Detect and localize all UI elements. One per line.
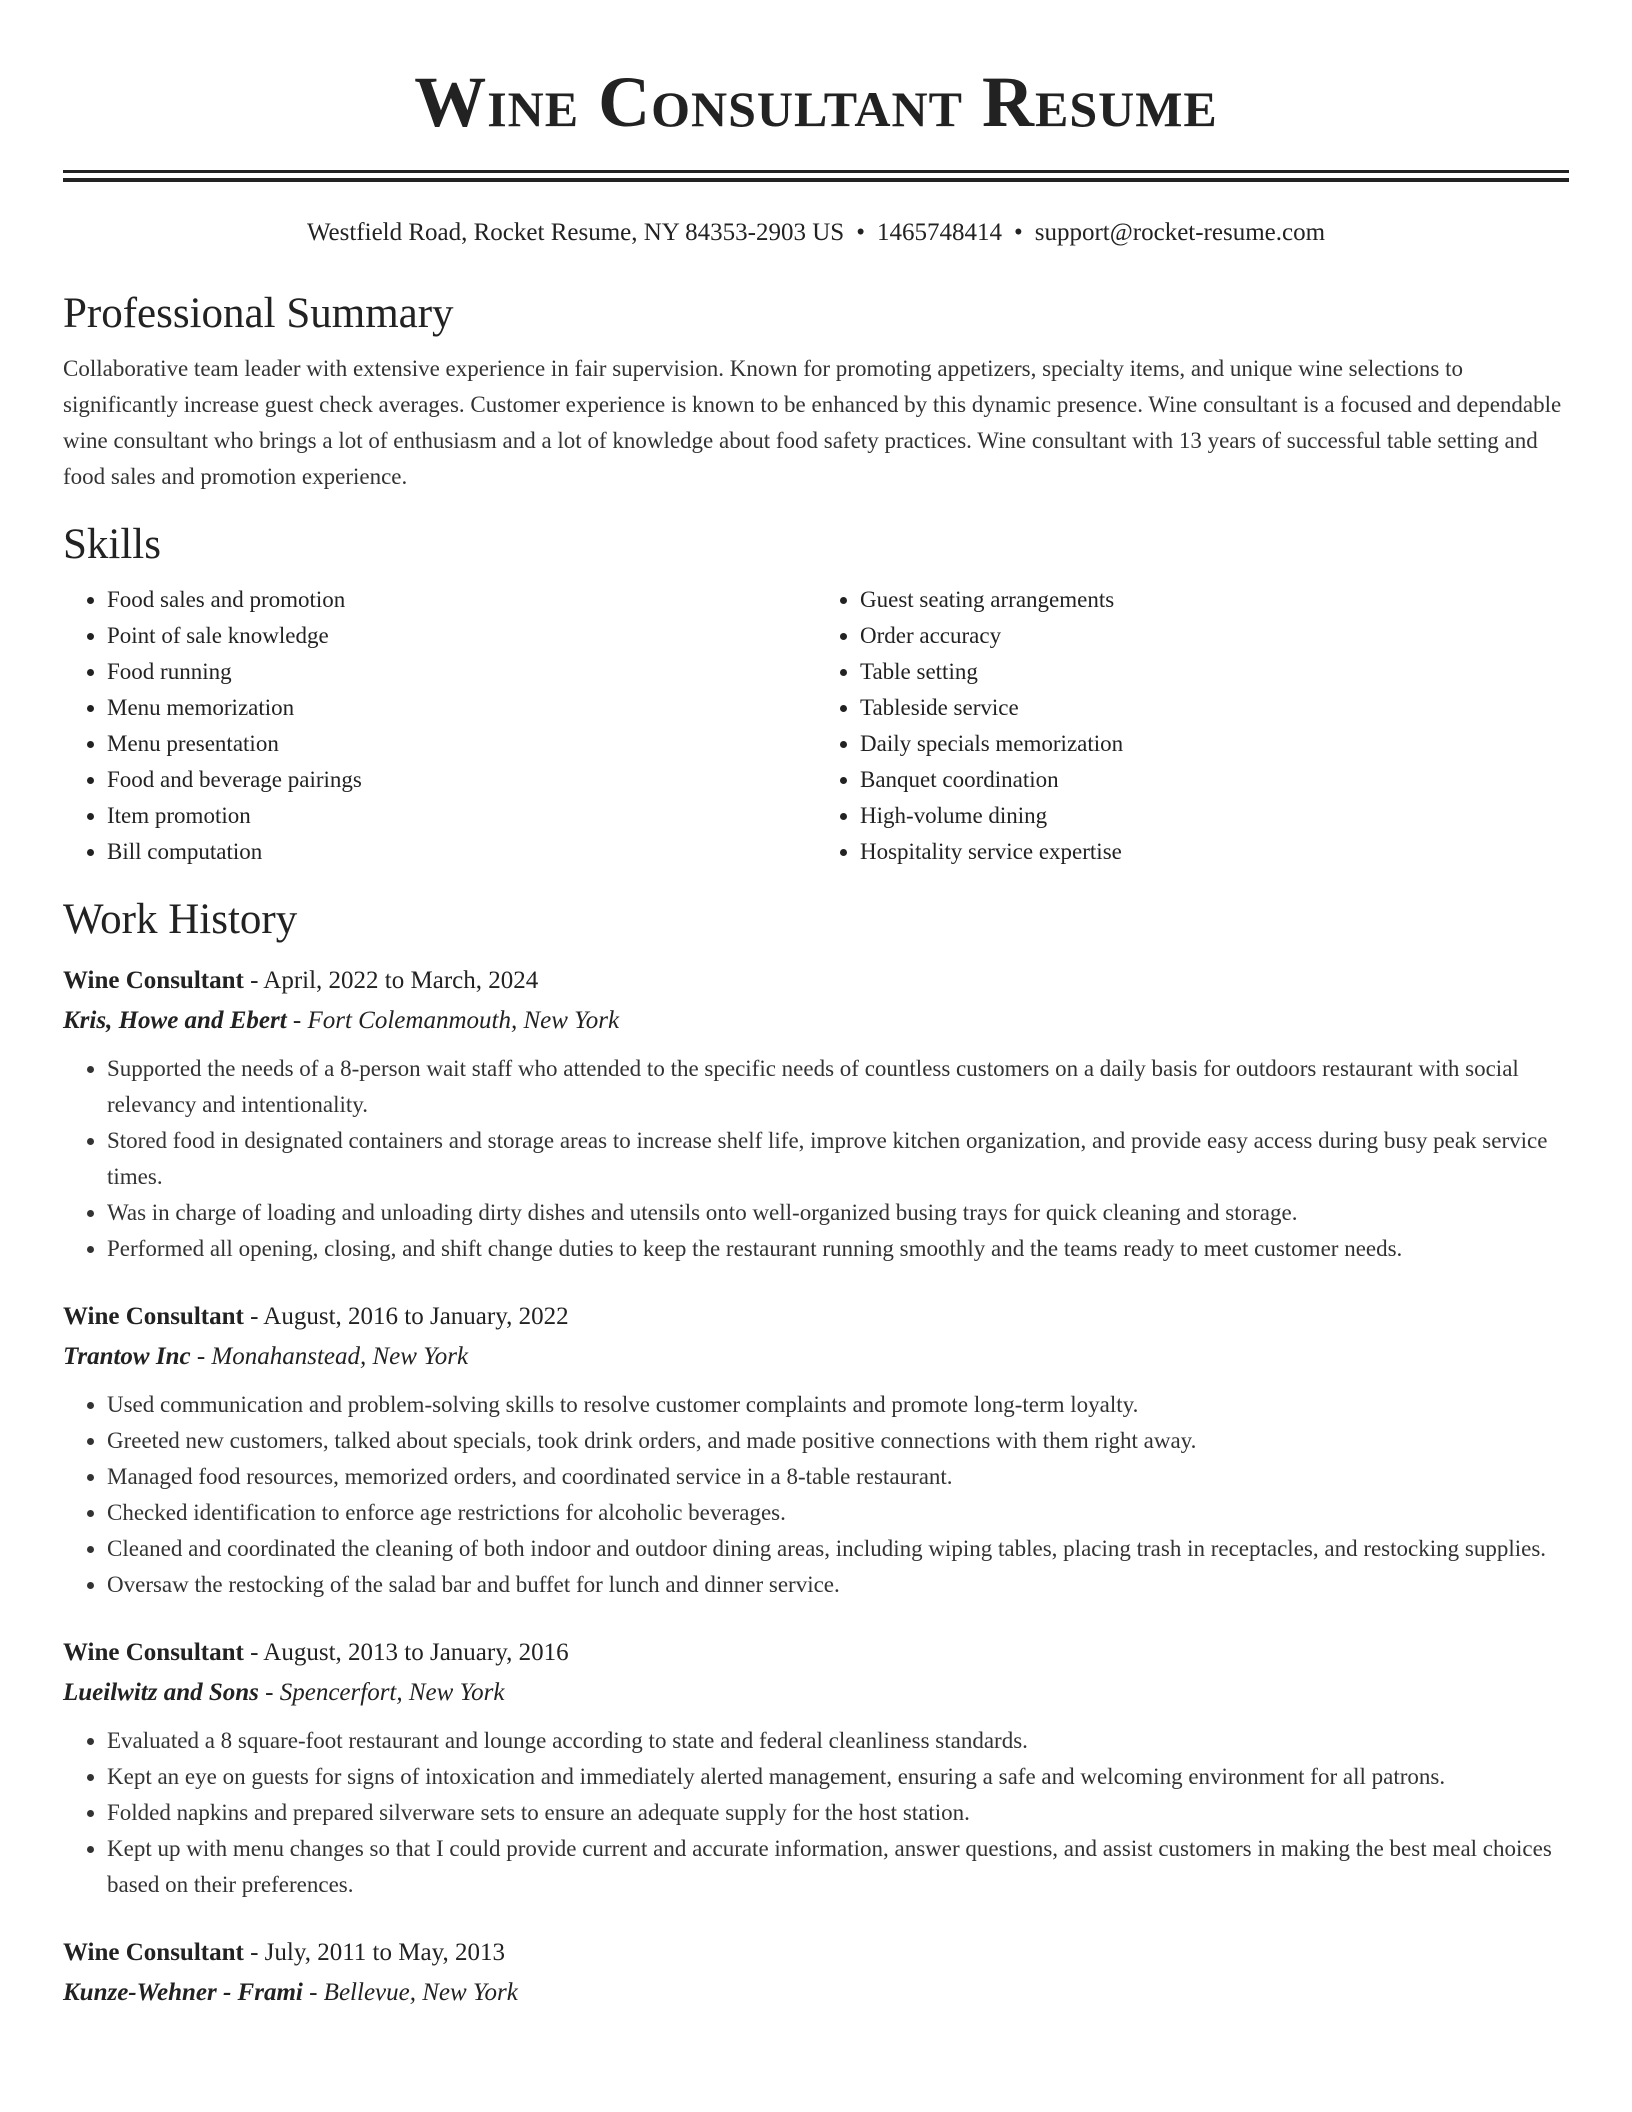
company-location: - Fort Colemanmouth, New York — [286, 1007, 620, 1034]
duty-item: • Was in charge of loading and unloading dirty dishes and utensils onto well-organized busing trays for quick cleaning and storage. — [107, 1195, 1569, 1231]
title-divider-bottom — [63, 178, 1569, 182]
job-entry — [63, 1297, 1569, 1603]
summary-heading: Professional Summary — [63, 290, 454, 337]
duty-item: • Stored food in designated containers and storage areas to increase shelf life, improve kitchen organization, and provide easy access during busy peak service times. — [107, 1123, 1569, 1195]
skill-item: • Food and beverage pairings — [107, 762, 816, 798]
duty-item: • Kept up with menu changes so that I could provide current and accurate information, answer questions, and assist customers in making the best meal choices based on their preferences. — [107, 1831, 1569, 1903]
skill-item: • High-volume dining — [860, 798, 1569, 834]
job-entry — [63, 961, 1569, 1267]
skill-item: • Point of sale knowledge — [107, 618, 816, 654]
duty-item: • Folded napkins and prepared silverware sets to ensure an adequate supply for the host station. — [107, 1795, 1569, 1831]
company-location: - Spencerfort, New York — [258, 1679, 505, 1706]
job-title-line — [63, 1933, 1569, 1973]
job-entry — [63, 1633, 1569, 1903]
company-location: - Bellevue, New York — [302, 1979, 518, 2006]
title-divider-top — [63, 170, 1569, 173]
duty-item: • Used communication and problem-solving skills to resolve customer complaints and promote long-term loyalty. — [107, 1387, 1569, 1423]
skill-item: • Food sales and promotion — [107, 582, 816, 618]
skill-item: • Banquet coordination — [860, 762, 1569, 798]
contact-phone: 1465748414 — [876, 219, 1002, 246]
skill-item: • Item promotion — [107, 798, 816, 834]
skill-item: • Food running — [107, 654, 816, 690]
duty-item: • Greeted new customers, talked about specials, took drink orders, and made positive connections with them right away. — [107, 1423, 1569, 1459]
resume-title: Wine Consultant Resume — [414, 62, 1218, 142]
job-title-line — [63, 1297, 1569, 1337]
job-dates: - April, 2022 to March, 2024 — [243, 967, 539, 994]
skills-heading: Skills — [63, 521, 161, 568]
skills-column-right — [816, 582, 1569, 870]
job-duties — [63, 1051, 1569, 1267]
job-duties — [63, 1723, 1569, 1903]
skill-item: • Bill computation — [107, 834, 816, 870]
skill-item: • Order accuracy — [860, 618, 1569, 654]
company-name: Lueilwitz and Sons — [63, 1679, 259, 1706]
company-line — [63, 1973, 1569, 2013]
contact-address: Westfield Road, Rocket Resume, NY 84353-2903 US — [306, 219, 845, 246]
skill-item: • Daily specials memorization — [860, 726, 1569, 762]
company-name: Kris, Howe and Ebert — [63, 1007, 287, 1034]
duty-item: • Oversaw the restocking of the salad bar and buffet for lunch and dinner service. — [107, 1567, 1569, 1603]
skill-item: • Guest seating arrangements — [860, 582, 1569, 618]
job-title-line — [63, 1633, 1569, 1673]
duty-item: • Supported the needs of a 8-person wait staff who attended to the specific needs of countless customers on a daily basis for outdoors restaurant with social relevancy and intentionality. — [107, 1051, 1569, 1123]
duty-item: • Checked identification to enforce age restrictions for alcoholic beverages. — [107, 1495, 1569, 1531]
company-name: Trantow Inc — [63, 1343, 191, 1370]
duty-item: • Performed all opening, closing, and shift change duties to keep the restaurant running smoothly and the teams ready to meet customer needs. — [107, 1231, 1569, 1267]
contact-separator: • — [1013, 219, 1023, 246]
skill-item: • Tableside service — [860, 690, 1569, 726]
job-title: Wine Consultant — [63, 967, 244, 994]
duty-item: • Managed food resources, memorized orders, and coordinated service in a 8-table restaurant. — [107, 1459, 1569, 1495]
skill-item: • Table setting — [860, 654, 1569, 690]
skill-item: • Hospitality service expertise — [860, 834, 1569, 870]
company-line — [63, 1337, 1569, 1377]
company-location: - Monahanstead, New York — [190, 1343, 469, 1370]
job-dates: - August, 2013 to January, 2016 — [243, 1639, 569, 1666]
job-duties — [63, 1387, 1569, 1603]
contact-separator: • — [856, 219, 865, 246]
duty-item: • Kept an eye on guests for signs of intoxication and immediately alerted management, ensuring a safe and welcoming environment for all patrons. — [107, 1759, 1569, 1795]
company-name: Kunze-Wehner - Frami — [63, 1979, 303, 2006]
skill-item: • Menu presentation — [107, 726, 816, 762]
job-dates: - August, 2016 to January, 2022 — [243, 1303, 569, 1330]
job-dates: - July, 2011 to May, 2013 — [243, 1939, 505, 1966]
skill-item: • Menu memorization — [107, 690, 816, 726]
summary-text: Collaborative team leader with extensive experience in fair supervision. Known for promoting appetizers, specialty items, and unique wine selections to significantly increase guest check averages. Customer experience is known to be enhanced by this dynamic presence. Wine consultant is a focused and dependable wine consultant who brings a lot of enthusiasm and a lot of knowledge about food safety practices. Wine consultant with 13 years of successful table setting and food sales and promotion experience. — [63, 356, 1562, 489]
contact-info — [63, 217, 1569, 249]
skills-list — [63, 582, 1569, 870]
duty-item: • Evaluated a 8 square-foot restaurant and lounge according to state and federal cleanliness standards. — [107, 1723, 1569, 1759]
job-title: Wine Consultant — [63, 1639, 244, 1666]
job-title: Wine Consultant — [63, 1939, 244, 1966]
skills-column-left — [63, 582, 816, 870]
company-line — [63, 1673, 1569, 1713]
company-line — [63, 1001, 1569, 1041]
contact-email: support@rocket-resume.com — [1034, 219, 1326, 246]
job-entry — [63, 1933, 1569, 2013]
job-title: Wine Consultant — [63, 1303, 244, 1330]
job-title-line — [63, 961, 1569, 1001]
duty-item: • Cleaned and coordinated the cleaning of both indoor and outdoor dining areas, including wiping tables, placing trash in receptacles, and restocking supplies. — [107, 1531, 1569, 1567]
work-history-heading: Work History — [63, 896, 298, 943]
